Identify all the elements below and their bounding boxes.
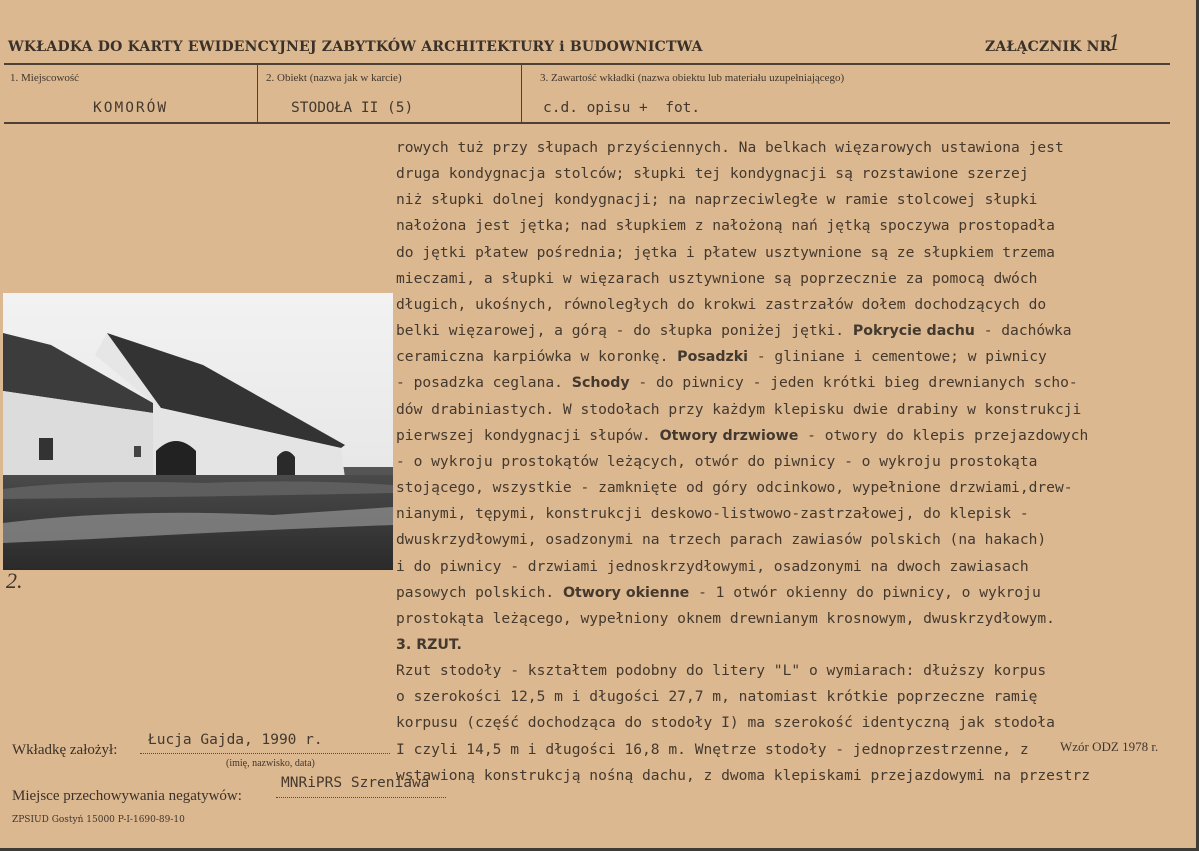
text-line <box>396 213 1196 239</box>
barn-photo-image <box>3 293 393 570</box>
text-segment: stojącego, wszystkie - zamknięte od góry odcinkowo, wypełnione drzwiami,drew- <box>396 479 1073 497</box>
text-line <box>396 475 1196 501</box>
text-segment: druga kondygnacja stolców; słupki tej kondygnacji są rozstawione szerzej <box>396 165 1029 183</box>
text-line <box>396 266 1196 292</box>
text-line <box>396 658 1196 684</box>
locality-label: 1. Miejscowość <box>10 72 80 84</box>
text-segment: - dachówka <box>974 322 1072 340</box>
text-segment: - gliniane i cementowe; w piwnicy <box>748 348 1047 366</box>
text-segment: nałożona jest jętka; nad słupkiem z nałożoną nań jętką spoczywa prostopadła <box>396 217 1055 235</box>
founder-hint: (imię, nazwisko, data) <box>226 758 315 769</box>
text-segment: belki więzarowej, a górą - do słupka poniżej jętki. <box>396 322 853 340</box>
model-note: Wzór ODZ 1978 r. <box>1060 739 1159 754</box>
annex-label: ZAŁĄCZNIK NR <box>985 39 1112 55</box>
text-segment: dwuskrzydłowymi, osadzonymi na trzech parach zawiasów polskich (na hakach) <box>396 531 1047 549</box>
content-value: c.d. opisu + fot. <box>543 100 701 116</box>
text-line <box>396 501 1196 527</box>
annex-number: 1 <box>1108 30 1121 56</box>
text-segment: - o wykroju prostokątów leżących, otwór do piwnicy - o wykroju prostokąta <box>396 452 1038 470</box>
text-segment: pierwszej kondygnacji słupów. <box>396 426 660 444</box>
text-line <box>396 710 1196 736</box>
founder-line <box>140 753 390 754</box>
text-line <box>396 397 1196 423</box>
header-rule <box>4 63 1170 65</box>
fields-rule <box>4 122 1170 124</box>
text-line <box>396 684 1196 710</box>
text-line <box>396 606 1196 632</box>
founder-label: Wkładkę założył: <box>12 742 118 758</box>
section-heading: Pokrycie dachu <box>852 323 975 340</box>
negatives-label: Miejsce przechowywania negatywów: <box>12 788 242 804</box>
text-line <box>396 632 1196 658</box>
text-segment: nianymi, tępymi, konstrukcji deskowo-listwowo-zastrzałowej, do klepisk - <box>396 505 1029 523</box>
text-line <box>396 554 1196 580</box>
text-segment: mieczami, a słupki w więzarach usztywnione są poprzecznie za pomocą dwóch <box>396 269 1038 287</box>
card-title: WKŁADKA DO KARTY EWIDENCYJNEJ ZABYTKÓW ARCHITEKTURY i BUDOWNICTWA <box>8 39 703 55</box>
text-segment: I czyli 14,5 m i długości 16,8 m. Wnętrze stodoły - jednoprzestrzenne, z <box>396 740 1029 758</box>
text-segment: o szerokości 12,5 m i długości 27,7 m, natomiast krótkie poprzeczne ramię <box>396 688 1038 706</box>
negatives-line <box>276 797 446 798</box>
text-line <box>396 240 1196 266</box>
section-heading: Otwory drzwiowe <box>659 427 799 444</box>
negatives-value: MNRiPRS Szreniawa <box>281 775 430 791</box>
locality-value: KOMORÓW <box>93 100 169 116</box>
text-segment: i do piwnicy - drzwiami jednoskrzydłowymi, osadzonymi na dwoch zawiasach <box>396 557 1029 575</box>
text-segment: wstawioną konstrukcją nośną dachu, z dwoma klepiskami przejazdowymi na przestrz <box>396 766 1091 784</box>
section-heading: Otwory okienne <box>562 584 690 601</box>
section-heading: 3. RZUT. <box>396 636 462 653</box>
text-segment: - do piwnicy - jeden krótki bieg drewnianych scho- <box>629 374 1078 392</box>
text-line <box>396 449 1196 475</box>
text-line <box>396 580 1196 606</box>
text-line <box>396 318 1196 344</box>
section-heading: Schody <box>571 375 630 392</box>
text-segment: - posadzka ceglana. <box>396 374 572 392</box>
description-text <box>396 135 1196 789</box>
founder-value: Łucja Gajda, 1990 r. <box>148 732 323 748</box>
text-segment: prostokąta leżącego, wypełniony oknem drewnianym krosnowym, dwuskrzydłowym. <box>396 609 1055 627</box>
text-line <box>396 344 1196 370</box>
field-divider-1 <box>257 65 258 122</box>
text-segment: rowych tuż przy słupach przyściennych. Na belkach więzarowych ustawiona jest <box>396 139 1064 156</box>
field-divider-2 <box>521 65 522 122</box>
text-line <box>396 187 1196 213</box>
text-line <box>396 527 1196 553</box>
text-segment: - 1 otwór okienny do piwnicy, o wykroju <box>689 583 1041 601</box>
text-line <box>396 763 1196 789</box>
barn-photograph <box>3 293 393 570</box>
text-segment: pasowych polskich. <box>396 583 563 601</box>
text-segment: ceramiczna karpiówka w koronkę. <box>396 348 678 366</box>
text-line <box>396 370 1196 396</box>
text-segment: niż słupki dolnej kondygnacji; na naprzeciwległe w ramie stolcowej słupki <box>396 191 1038 209</box>
photo-number: 2. <box>6 568 23 593</box>
section-heading: Posadzki <box>677 349 749 366</box>
printer-note: ZPSIUD Gostyń 15000 P-I-1690-89-10 <box>12 815 185 825</box>
object-label: 2. Obiekt (nazwa jak w karcie) <box>266 72 402 84</box>
text-segment: do jętki płatew pośrednia; jętka i płatew usztywnione są ze słupkiem trzema <box>396 243 1055 261</box>
text-segment: dów drabiniastych. W stodołach przy każdym klepisku dwie drabiny w konstrukcji <box>396 400 1082 418</box>
text-line <box>396 423 1196 449</box>
text-segment: długich, ukośnych, równoległych do krokwi zastrzałów dołem dochodzących do <box>396 295 1047 313</box>
text-segment: - otwory do klepis przejazdowych <box>798 426 1089 444</box>
text-line <box>396 292 1196 318</box>
text-segment: korpusu (część dochodząca do stodoły I) ma szerokość identyczną jak stodoła <box>396 714 1055 732</box>
text-segment: Rzut stodoły - kształtem podobny do litery "L" o wymiarach: dłuższy korpus <box>396 662 1047 680</box>
object-value: STODOŁA II (5) <box>291 100 414 116</box>
text-line <box>396 135 1196 161</box>
text-line <box>396 161 1196 187</box>
content-label: 3. Zawartość wkładki (nazwa obiektu lub materiału uzupełniającego) <box>540 72 845 84</box>
